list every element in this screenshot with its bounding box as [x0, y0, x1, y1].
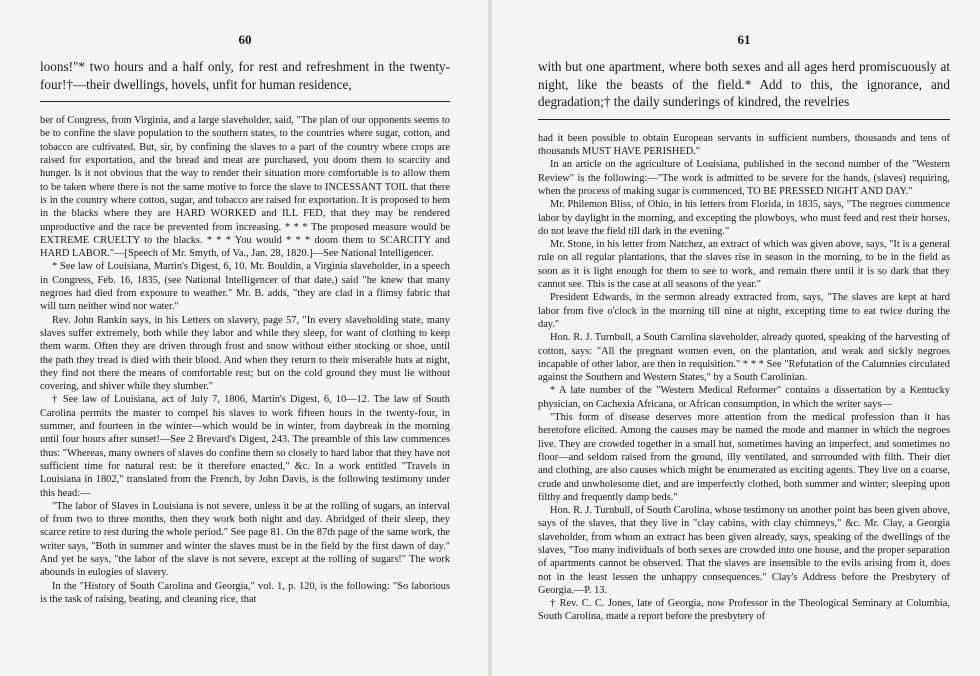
footnote-paragraph: had it been possible to obtain European servants in sufficient numbers, thousands and tens of thousands MUST HAVE PERISHED." — [538, 132, 950, 158]
footnotes — [538, 132, 950, 624]
left-page — [0, 0, 488, 676]
main-text: with but one apartment, where both sexes and all ages herd promiscuously at night, like the beasts of the field.* Add to this, the ignorance, and degradation;† the daily sunderings of kindred, the revelries — [538, 59, 950, 110]
footnote-paragraph: † Rev. C. C. Jones, late of Georgia, now Professor in the Theological Seminary at Columbia, South Carolina, made a report before the presbytery of — [538, 598, 950, 623]
footnote-paragraph: Hon. R. J. Turnbull, a South Carolina slaveholder, already quoted, speaking of the harvesting of cotton, says: "All the pregnant women even, on the plantation, and weak and sickly negroes incapable of other labor, are then in requisition." * * * See "Refutation of the Calumnies circulated against the Southern and Western States," by a South Carolinian. — [538, 332, 950, 384]
footnote-rule — [40, 101, 450, 102]
right-page — [492, 0, 980, 676]
footnote-paragraph: Hon. R. J. Turnbull, of South Carolina, whose testimony on another point has been given above, says of the slaves, that they live in "clay cabins, with clay chimneys," &c. Mr. Clay, a Georgia slaveholder, from whom an extract has been given already, says, speaking of the dwellings of the slaves, "Too many individuals of both sexes are crowded into one house, and the proper separation of apartments cannot be observed. That the slaves are insensible to the evils arising from it, does not in the least lessen the unhappy consequences." Clay's Address before the Presbytery of Georgia.—P. 13. — [538, 505, 950, 596]
footnote-paragraph: ber of Congress, from Virginia, and a large slaveholder, said, "The plan of our opponents seems to be to confine the slave population to the southern states, to the countries where sugar, cotton, and tobacco are cultivated. But, sir, by confining the slaves to a part of the country where crops are raised for exportation, and the bread and meat are purchased, you doom them to scarcity and hunger. Is it not obvious that the way to render their situation more comfortable is to allow them to be taken where there is not the same motive to force the slave to INCESSANT TOIL that there is in the country where cotton, sugar, and tobacco are raised for exportation. It is proposed to hem in the blacks where they are HARD WORKED and ILL FED, that they may be rendered unproductive and the race be prevented from increasing. * * * The proposed measure would be EXTREME CRUELTY to the blacks. * * * You would * * * doom them to SCARCITY and HARD LABOR."—[Speech of Mr. Smyth, of Va., Jan. 28, 1820.]—See National Intelligencer. — [40, 115, 450, 260]
page-number: 61 — [737, 32, 751, 47]
footnote-paragraph: In the "History of South Carolina and Georgia," vol. 1, p. 120, is the following: "So laborious is the task of raising, beating, and cleaning rice, that — [40, 580, 450, 605]
footnote-paragraph: * A late number of the "Western Medical Reformer" contains a dissertation by a Kentucky physician, on Cachexia Africana, or African consumption, in which the writer says— — [538, 385, 950, 410]
footnote-paragraph: † See law of Louisiana, act of July 7, 1806, Martin's Digest, 6, 10—12. The law of South Carolina permits the master to compel his slaves to work fifteen hours in the twenty-four, in summer, and fourteen in the winter—which would be in winter, from daybreak in the morning until four hours after sunset!—See 2 Brevard's Digest, 243. The preamble of this law commences thus: "Whereas, many owners of slaves do confine them so closely to hard labor that they have not sufficient time for natural rest: be it therefore enacted," &c. In a work entitled "Travels in Louisiana in 1802," translated from the French, by John Davis, is the following testimony under this head:— — [40, 394, 450, 499]
footnote-paragraph: President Edwards, in the sermon already extracted from, says, "The slaves are kept at hard labor from five o'clock in the morning till nine at night, excepting time to eat twice during the day." — [538, 292, 950, 330]
footnote-paragraph: "The labor of Slaves in Louisiana is not severe, unless it be at the rolling of sugars, an interval of from two to three months, then they work both night and day. Abridged of their sleep, they scarce retire to rest during the whole period." See page 81. On the 87th page of the same work, the writer says, "Both in summer and winter the slaves must be in the field by the first dawn of day." And yet he says, "the labor of the slave is not severe, except at the rolling of sugars!" The work abounds in eulogies of slavery. — [40, 500, 450, 579]
footnote-paragraph: Mr. Stone, in his letter from Natchez, an extract of which was given above, says, "It is a general rule on all regular plantations, that the slaves rise in season in the morning, to be in the field as soon as it is light enough for them to see to work, and remain there until it is so dark that they cannot see. This is the case at all seasons of the year." — [538, 239, 950, 291]
footnotes — [40, 114, 450, 606]
main-text: loons!"* two hours and a half only, for rest and refreshment in the twenty-four!†—their dwellings, hovels, unfit for human residence, — [40, 59, 450, 92]
footnote-paragraph: Mr. Philemon Bliss, of Ohio, in his letters from Florida, in 1835, says, "The negroes commence labor by daylight in the morning, and excepting the plowboys, who must feed and rest their horses, do not leave the field till dark in the evening." — [538, 199, 950, 237]
footnote-rule — [538, 119, 950, 120]
page-number: 60 — [238, 32, 252, 47]
footnote-paragraph: "This form of disease deserves more attention from the medical profession than it has heretofore elicited. Among the causes may be named the mode and manner in which the negroes live. They are crowded together in a small hut, sometimes having an imperfect, and sometimes no floor—and seldom raised from the ground, illy ventilated, and surrounded with filth. Their diet and clothing, are also causes which might be enumerated as exciting agents. They live on a coarse, crude and unwholesome diet, and are imperfectly clothed, both summer and winter; sleeping upon filthy and frequently damp beds." — [538, 412, 950, 503]
footnote-paragraph: * See law of Louisiana, Martin's Digest, 6, 10. Mr. Bouldin, a Virginia slaveholder, in a speech in Congress, Feb. 16, 1835, (see National Intelligencer of that date,) said "he knew that many negroes had died from exposure to weather." Mr. B. adds, "they are clad in a flimsy fabric that will turn neither wind nor water." — [40, 261, 450, 313]
footnote-paragraph: Rev. John Rankin says, in his Letters on slavery, page 57, "In every slaveholding state, many slaves suffer extremely, both while they labor and while they sleep, for want of clothing to keep them warm. Often they are driven through frost and snow without either stocking or shoe, until the path they tread is died with their blood. And when they return to their miserable huts at night, they find not there the means of comfortable rest; but on the cold ground they must lie without covering, and shiver while they slumber." — [40, 314, 450, 393]
footnote-paragraph: In an article on the agriculture of Louisiana, published in the second number of the "Western Review" is the following:—"The work is admitted to be severe for the hands, (slaves) requiring, when the process of making sugar is commenced, TO BE PRESSED NIGHT AND DAY." — [538, 159, 950, 197]
